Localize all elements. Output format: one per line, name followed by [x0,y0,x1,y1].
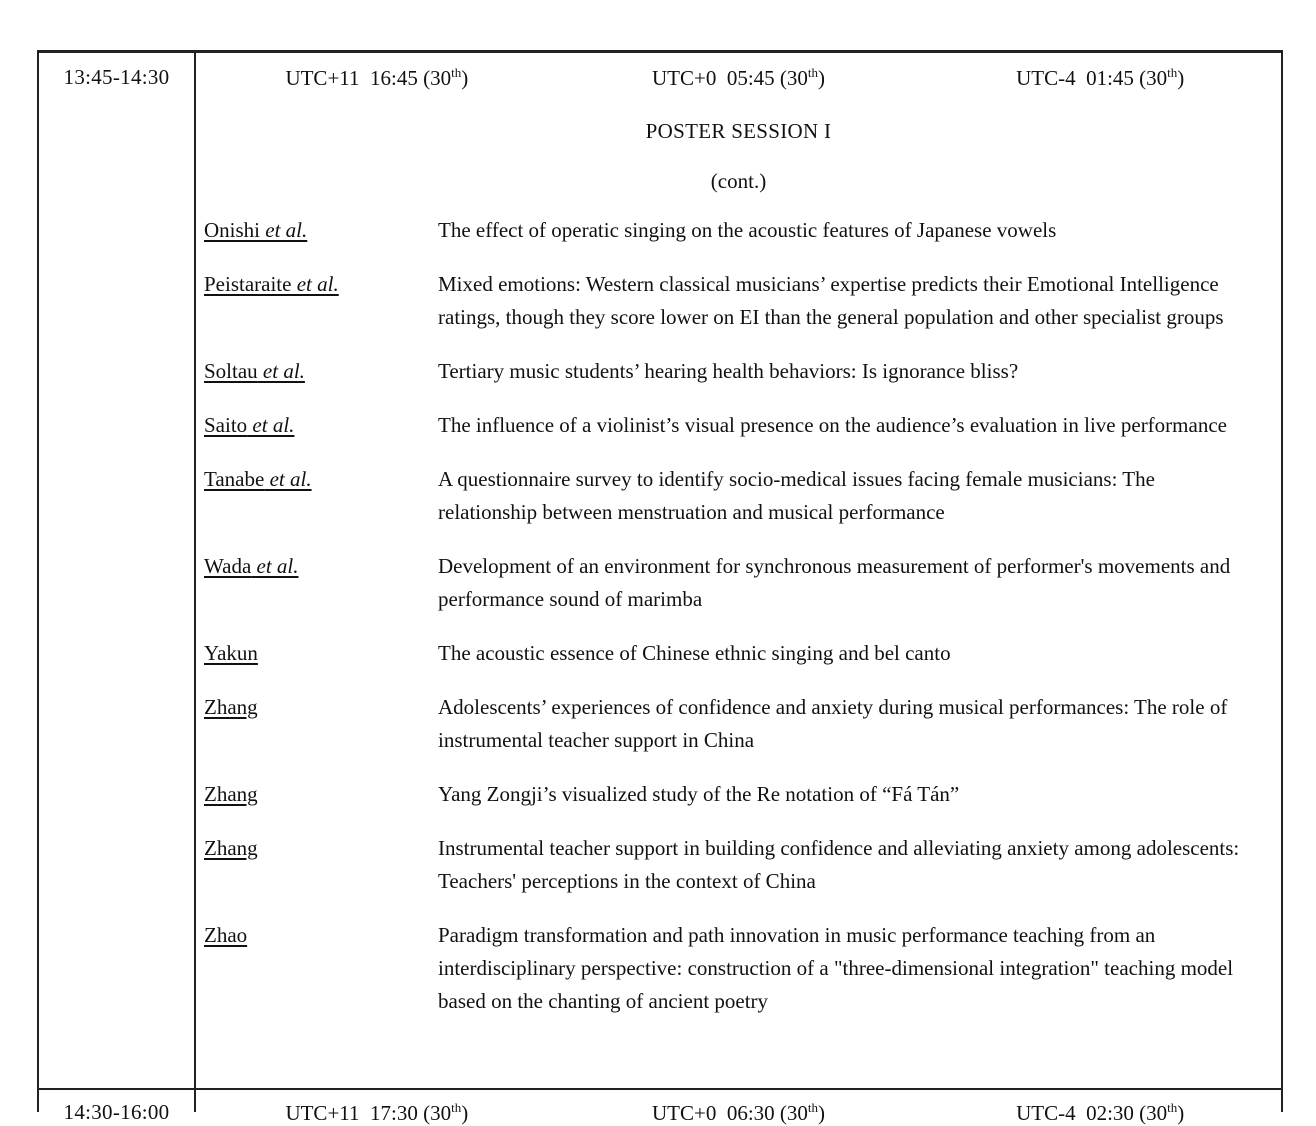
author-name: Zhang [204,836,258,860]
author-etal: et al. [260,218,308,242]
next-schedule-row-partial [39,1090,1281,1125]
utc-time-close: ) [1177,1101,1185,1125]
utc-time-close: ) [818,66,826,90]
author-name: Yakun [204,641,258,665]
utc-time-text: UTC+0 06:30 (30 [651,1101,808,1125]
presentation-title: The influence of a violinist’s visual presence on the audience’s evaluation in live performance [438,413,1227,437]
author-name: Zhang [204,782,258,806]
author-link[interactable] [196,214,438,247]
author-name: Wada [204,554,252,578]
author-link[interactable] [196,463,438,496]
author-etal: et al. [257,359,305,383]
author-link[interactable] [196,409,438,442]
utc-time-zero [558,1100,920,1126]
ordinal-superscript: th [1167,1100,1178,1115]
utc-time-close: ) [818,1101,826,1125]
utc-time-close: ) [1177,66,1185,90]
author-link[interactable] [196,919,438,952]
presentation-title: Paradigm transformation and path innovation in music performance teaching from an interdisciplinary perspective: construction of a "three-dimensional integration" teaching model based on the chanting of ancient poetry [438,923,1234,1013]
author-name: Peistaraite [204,272,292,296]
utc-times-row [196,65,1281,91]
utc-time-plus11 [196,65,558,91]
presentation-title: Tertiary music students’ hearing health behaviors: Is ignorance bliss? [438,359,1019,383]
presentation-row [196,268,1281,334]
author-etal: et al. [291,272,339,296]
utc-time-close: ) [461,1101,469,1125]
ordinal-superscript: th [807,65,819,80]
presentation-title: A questionnaire survey to identify socio-medical issues facing female musicians: The relationship between menstruation and musical performance [438,467,1155,524]
author-etal: et al. [264,467,312,491]
author-name: Saito [204,413,248,437]
ordinal-superscript: th [451,1100,462,1115]
presentation-row [196,691,1281,757]
presentation-title: Yang Zongji’s visualized study of the Re notation of “Fá Tán” [438,782,960,806]
utc-time-text: UTC+11 17:30 (30 [285,1101,452,1125]
utc-time-minus4 [919,65,1281,91]
ordinal-superscript: th [451,65,462,80]
presentation-title: Development of an environment for synchronous measurement of performer's movements and performance sound of marimba [438,554,1231,611]
presentation-row [196,463,1281,529]
time-slot: 14:30-16:00 [63,1100,170,1124]
author-link[interactable] [196,691,438,724]
author-name: Zhang [204,695,258,719]
session-cell [196,53,1281,1088]
utc-time-minus4 [919,1100,1281,1126]
presentation-row [196,637,1281,670]
utc-time-text: UTC-4 02:30 (30 [1016,1101,1168,1125]
utc-time-zero [558,65,920,91]
author-link[interactable] [196,550,438,583]
session-cell [196,1090,1281,1125]
author-link[interactable] [196,637,438,670]
presentation-row [196,778,1281,811]
presentation-row [196,550,1281,616]
presentations-list [196,214,1281,1018]
utc-time-text: UTC+0 05:45 (30 [651,66,808,90]
presentation-row [196,214,1281,247]
presentation-row [196,919,1281,1018]
schedule-row-poster-session [39,53,1281,1090]
author-link[interactable] [196,832,438,865]
presentation-title: Instrumental teacher support in building confidence and alleviating anxiety among adolescents: Teachers' perceptions in the context of China [438,836,1240,893]
author-etal: et al. [247,413,295,437]
author-name: Soltau [204,359,258,383]
author-name: Onishi [204,218,261,242]
time-slot-cell [39,1090,196,1124]
ordinal-superscript: th [807,1100,819,1115]
session-title: POSTER SESSION I [645,119,832,143]
author-link[interactable] [196,778,438,811]
utc-time-text: UTC-4 01:45 (30 [1016,66,1168,90]
ordinal-superscript: th [1167,65,1178,80]
time-slot: 13:45-14:30 [63,65,170,89]
author-name: Tanabe [204,467,265,491]
utc-times-row [196,1100,1281,1126]
schedule-table [37,50,1283,1125]
presentation-title: Mixed emotions: Western classical musicians’ expertise predicts their Emotional Intelligence ratings, though they score lower on EI than the general population and other specialist groups [438,272,1224,329]
presentation-title: Adolescents’ experiences of confidence and anxiety during musical performances: The role of instrumental teacher support in China [438,695,1228,752]
author-link[interactable] [196,268,438,301]
time-slot-cell [39,53,196,1088]
presentation-row [196,355,1281,388]
presentation-title: The acoustic essence of Chinese ethnic singing and bel canto [438,641,951,665]
presentation-row [196,832,1281,898]
utc-time-plus11 [196,1100,558,1126]
author-name: Zhao [204,923,248,947]
session-note: (cont.) [710,169,767,193]
author-etal: et al. [251,554,299,578]
author-link[interactable] [196,355,438,388]
presentation-row [196,409,1281,442]
presentation-title: The effect of operatic singing on the acoustic features of Japanese vowels [438,218,1057,242]
utc-time-close: ) [461,66,469,90]
utc-time-text: UTC+11 16:45 (30 [285,66,452,90]
